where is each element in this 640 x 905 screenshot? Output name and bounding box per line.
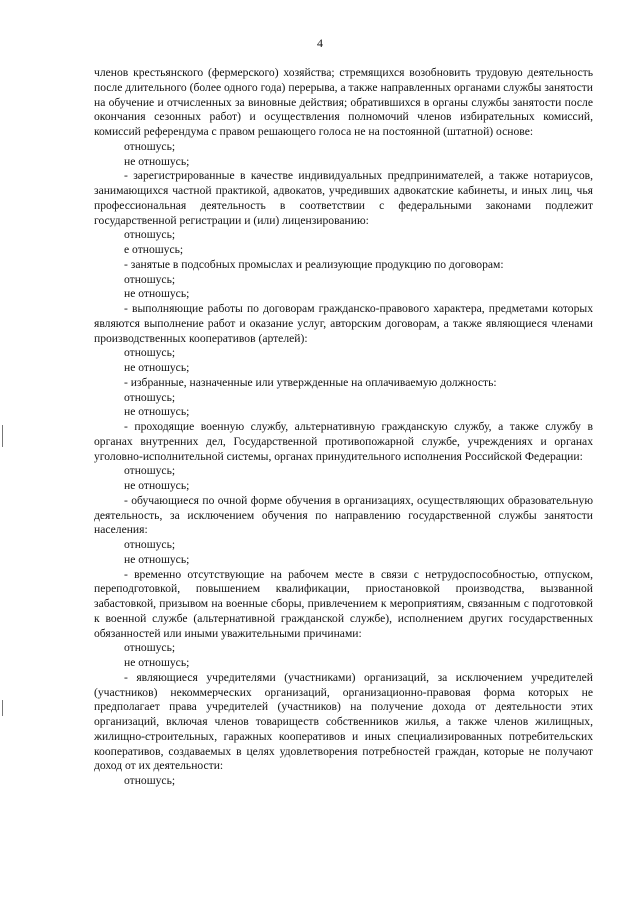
category-item: - выполняющие работы по договорам гражданско-правового характера, предметами которых являются выполнение работ и оказание услуг, авторским договорам, а также являющиеся членами производственных кооперативов (артелей): — [94, 302, 593, 345]
category-item: - временно отсутствующие на рабочем месте в связи с нетрудоспособностью, отпуском, переподготовкой, повышением квалификации, приостановкой производства, вызванной забастовкой, призывом на военные сборы, привлечением к мероприятиям, связанным с подготовкой к военной службе (альтернативной гражданской службе), исполнением других государственных обязанностей или иными уважительными причинами: — [94, 567, 593, 640]
body-paragraph: членов крестьянского (фермерского) хозяйства; стремящихся возобновить трудовую деятельность после длительного (более одного года) перерыва, а также направленных органами службы занятости на обучение и отчисленных за виновные действия; обратившихся в органы службы занятости после окончания сезонных работ) и осуществления полномочий членов избирательных комиссий, комиссий референдума с правом решающего голоса не на постоянной (штатной) основе: — [94, 66, 593, 138]
answer-option: отношусь; — [124, 774, 176, 787]
answer-option: не отношусь; — [124, 552, 190, 566]
category-item: - обучающиеся по очной форме обучения в организациях, осуществляющих образовательную деятельность, за исключением обучения по направлению государственной службы занятости населения: — [94, 493, 593, 537]
answer-option: не отношусь; — [124, 656, 190, 669]
answer-option: отношусь; — [124, 641, 176, 655]
answer-option: отношусь; — [124, 390, 176, 404]
category-item: - зарегистрированные в качестве индивидуальных предпринимателей, а также нотариусов, занимающихся частной практикой, адвокатов, учредивших адвокатские кабинеты, и иных лиц, чья профессиональная деятельность в соответствии с федеральными законами подлежит государственной регистрации и (или) лицензированию: — [94, 169, 593, 227]
answer-option: отношусь; — [124, 139, 176, 153]
answer-option: отношусь; — [124, 464, 176, 478]
answer-option: не отношусь; — [124, 479, 190, 492]
answer-option: е отношусь; — [124, 243, 184, 256]
answer-option: отношусь; — [124, 228, 176, 242]
scan-edge-mark — [2, 700, 3, 716]
scan-edge-mark — [2, 425, 3, 447]
answer-option: не отношусь; — [124, 361, 190, 374]
category-item: - являющиеся учредителями (участниками) организаций, за исключением учредителей (участников) некоммерческих организаций, организационно-правовая форма которых не предполагает права учредителей (участников) на получение дохода от деятельности этих организаций, включая членов товариществ собственников жилья, а также членов жилищных, жилищно-строительных, гаражных кооперативов и иных специализированных потребительских кооперативов, создаваемых в целях удовлетворения потребностей граждан, которые не получают доход от их деятельности: — [94, 670, 593, 773]
answer-option: отношусь; — [124, 346, 176, 360]
category-item: - занятые в подсобных промыслах и реализующие продукцию по договорам: — [124, 257, 504, 271]
answer-option: не отношусь; — [124, 154, 190, 168]
category-item: - проходящие военную службу, альтернативную гражданскую службу, а также службу в органах внутренних дел, Государственной противопожарной службе, учреждениях и органах уголовно-исполнительной системы, органах принудительного исполнения Российской Федерации: — [94, 420, 593, 463]
answer-option: не отношусь; — [124, 287, 190, 301]
document-body — [94, 66, 593, 789]
answer-option: не отношусь; — [124, 405, 190, 419]
page-number: 4 — [317, 36, 323, 50]
category-item: - избранные, назначенные или утвержденные на оплачиваемую должность: — [124, 375, 497, 389]
answer-option: отношусь; — [124, 272, 176, 286]
answer-option: отношусь; — [124, 538, 176, 551]
